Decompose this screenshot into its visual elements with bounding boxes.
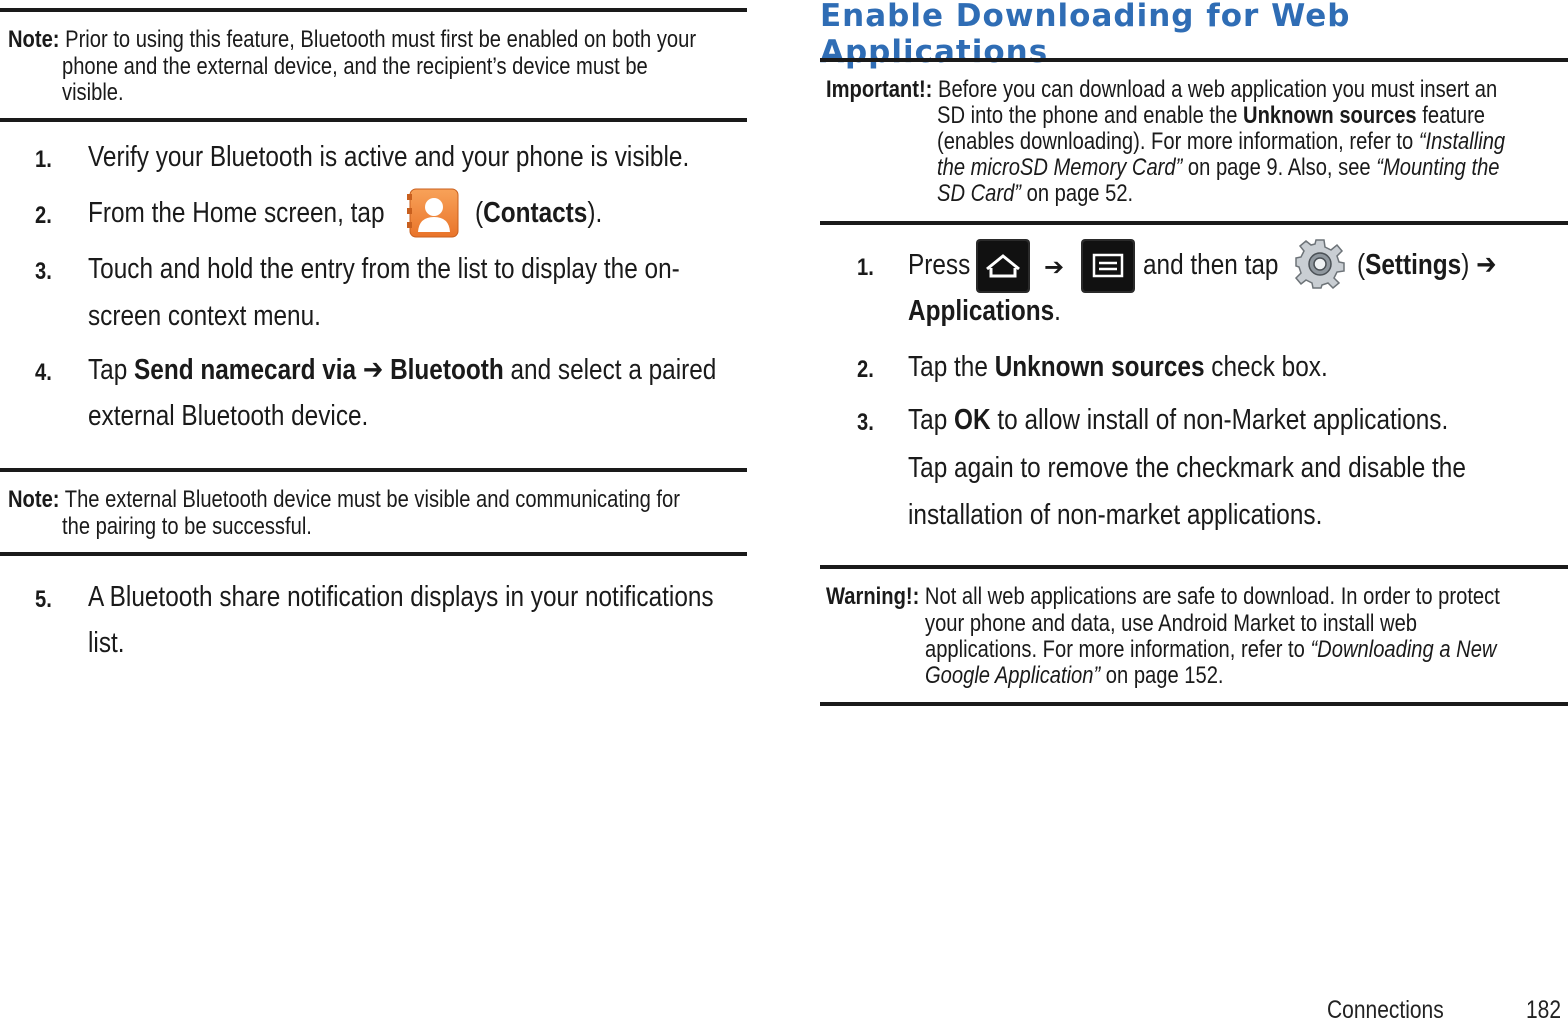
note-text: Prior to using this feature, Bluetooth must first be enabled on both your (65, 26, 697, 53)
step-text: Touch and hold the entry from the list to display the on- (88, 253, 680, 285)
divider (0, 552, 747, 556)
divider (0, 118, 747, 122)
step-text: installation of non-market applications. (908, 499, 1323, 531)
note-label: Note: (8, 26, 60, 53)
menu-key-icon[interactable] (1081, 239, 1135, 293)
step-text-pre: Tap (88, 354, 128, 386)
warning-text-line (925, 663, 1224, 688)
warning-text: Not all web applications are safe to download. In order to protect (924, 583, 1500, 610)
paren: ). (587, 197, 603, 229)
arrow-icon: ➔ (362, 354, 384, 386)
step-number: 4. (35, 359, 52, 386)
paren: ) (1461, 249, 1470, 281)
step-text: external Bluetooth device. (88, 400, 369, 432)
important-text-line (937, 181, 1133, 206)
step-text: A Bluetooth share notification displays in your notifications (88, 581, 714, 613)
reference-link: the microSD Memory Card” (937, 154, 1183, 181)
settings-gear-icon[interactable] (1294, 238, 1346, 290)
section-heading: Enable Downloading for Web Applications (820, 0, 1351, 70)
warning-label: Warning!: (826, 583, 920, 610)
note-text-line: the pairing to be successful. (62, 513, 312, 540)
divider (0, 468, 747, 472)
step-text (1357, 250, 1497, 281)
settings-label: Settings (1365, 249, 1462, 281)
step-text (908, 296, 1061, 327)
note-label: Note: (8, 486, 60, 513)
ok-label: OK (954, 404, 991, 436)
text: Tap the (908, 351, 988, 383)
note-block (8, 487, 680, 512)
footer-section: Connections (1327, 996, 1444, 1024)
step-text: Verify your Bluetooth is active and your phone is visible. (88, 141, 690, 173)
divider (820, 565, 1568, 569)
page-number: 182 (1526, 996, 1562, 1024)
text: Tap (908, 404, 948, 436)
step-text (908, 405, 1448, 436)
note-block (8, 27, 696, 52)
divider (820, 58, 1568, 62)
divider (820, 221, 1568, 225)
reference-link: SD Card” (937, 180, 1022, 207)
text: on page 52. (1026, 180, 1134, 207)
important-label: Important!: (826, 76, 933, 103)
text: on page 152. (1100, 662, 1224, 689)
step-number: 5. (35, 586, 52, 613)
step-text (88, 198, 385, 229)
reference-link: Google Application” (925, 662, 1101, 689)
text: to allow install of non-Market applications. (997, 404, 1449, 436)
divider (820, 702, 1568, 706)
note-text: The external Bluetooth device must be visible and communicating for (64, 486, 680, 513)
text: SD into the phone and enable the (937, 102, 1238, 129)
step-number: 1. (857, 254, 874, 281)
step-text: and then tap (1143, 249, 1279, 281)
step-text (88, 355, 716, 386)
paren: ( (475, 197, 484, 229)
divider (0, 8, 747, 12)
unknown-sources-label: Unknown sources (1243, 102, 1417, 129)
arrow-icon: ➔ (1476, 249, 1497, 281)
text: . (1054, 295, 1061, 327)
warning-text-line: your phone and data, use Android Market to install web (925, 610, 1417, 637)
text: on page 9. Also, see (1182, 154, 1371, 181)
text: applications. For more information, refer to (925, 636, 1305, 663)
unknown-sources-label: Unknown sources (994, 351, 1205, 383)
warning-block (826, 584, 1500, 609)
contacts-icon[interactable] (407, 186, 461, 240)
important-text: Before you can download a web application you must insert an (937, 76, 1498, 103)
important-text-line (937, 103, 1485, 128)
reference-link: “Installing (1418, 128, 1506, 155)
text: feature (1422, 102, 1486, 129)
important-text-line (937, 155, 1500, 180)
step-number: 3. (35, 258, 52, 285)
step-number: 3. (857, 409, 874, 436)
step-text: Press (908, 249, 971, 281)
applications-label: Applications (908, 295, 1055, 327)
note-text-line: visible. (62, 79, 124, 106)
menu-path: Bluetooth (390, 354, 504, 386)
warning-text-line (925, 637, 1496, 662)
step-text (475, 198, 602, 229)
reference-link: “Downloading a New (1310, 636, 1497, 663)
step-number: 1. (35, 146, 52, 173)
arrow-icon: ➔ (1044, 254, 1065, 281)
home-key-icon[interactable] (976, 239, 1030, 293)
step-number: 2. (857, 356, 874, 383)
note-text-line: phone and the external device, and the recipient’s device must be (62, 53, 648, 80)
text: check box. (1211, 351, 1328, 383)
contacts-label: Contacts (483, 197, 588, 229)
important-block (826, 77, 1497, 102)
step-text (908, 352, 1328, 383)
step-text: list. (88, 627, 125, 659)
step-text: Tap again to remove the checkmark and disable the (908, 452, 1466, 484)
step-text-pre: From the Home screen, tap (88, 197, 385, 229)
menu-path: Send namecard via (134, 354, 357, 386)
paren: ( (1357, 249, 1366, 281)
step-text-post: and select a paired (510, 354, 717, 386)
step-number: 2. (35, 202, 52, 229)
step-text: screen context menu. (88, 300, 321, 332)
important-text-line (937, 129, 1505, 154)
reference-link: “Mounting the (1376, 154, 1500, 181)
text: (enables downloading). For more information, refer to (937, 128, 1414, 155)
